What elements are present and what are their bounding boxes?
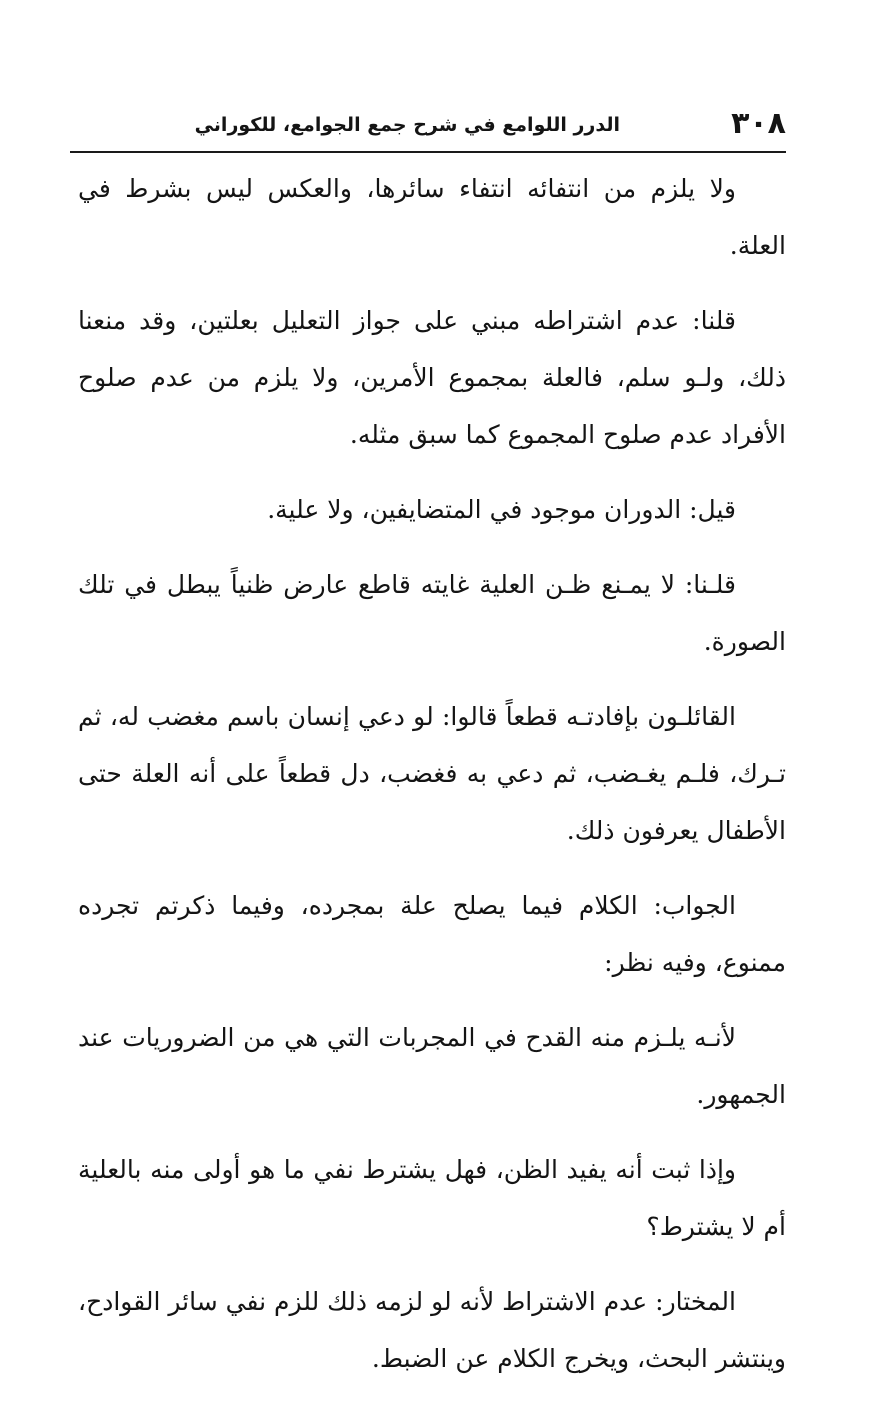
header-rule: [70, 151, 786, 153]
paragraph: ولا يلزم من انتفائه انتفاء سائرها، والعكس ليس بشرط في العلة.: [78, 174, 786, 260]
page-number: ٣٠٨: [731, 106, 786, 141]
paragraph: المختار: عدم الاشتراط لأنه لو لزمه ذلك للزم نفي سائر القوادح، وينتشر البحث، ويخرج الكلام عن الضبط.: [78, 1287, 786, 1373]
page-body: [78, 160, 786, 1405]
paragraph: قلـنا: لا يمـنع ظـن العلية غايته قاطع عارض ظنياً يبطل في تلك الصورة.: [78, 570, 786, 656]
running-title: الدرر اللوامع في شرح جمع الجوامع، للكوراني: [194, 114, 620, 136]
paragraph: قلنا: عدم اشتراطه مبني على جواز التعليل بعلتين، وقد منعنا ذلك، ولـو سلم، فالعلة بمجموع الأمرين، ولا يلزم من عدم صلوح الأفراد عدم صلوح المجموع كما سبق مثله.: [78, 306, 786, 449]
paragraph: القائلـون بإفادتـه قطعاً قالوا: لو دعي إنسان باسم مغضب له، ثم تـرك، فلـم يغـضب، ثم دعي به فغضب، دل قطعاً على أنه العلة حتى الأطفال يعرفون ذلك.: [78, 702, 786, 845]
paragraph: قيل: الدوران موجود في المتضايفين، ولا علية.: [267, 495, 736, 524]
paragraph: لأنـه يلـزم منه القدح في المجربات التي هي من الضروريات عند الجمهور.: [78, 1023, 786, 1109]
page-header: [70, 104, 786, 148]
paragraph: وإذا ثبت أنه يفيد الظن، فهل يشترط نفي ما هو أولى منه بالعلية أم لا يشترط؟: [78, 1155, 786, 1241]
paragraph: الجواب: الكلام فيما يصلح علة بمجرده، وفيما ذكرتم تجرده ممنوع، وفيه نظر:: [78, 891, 786, 977]
